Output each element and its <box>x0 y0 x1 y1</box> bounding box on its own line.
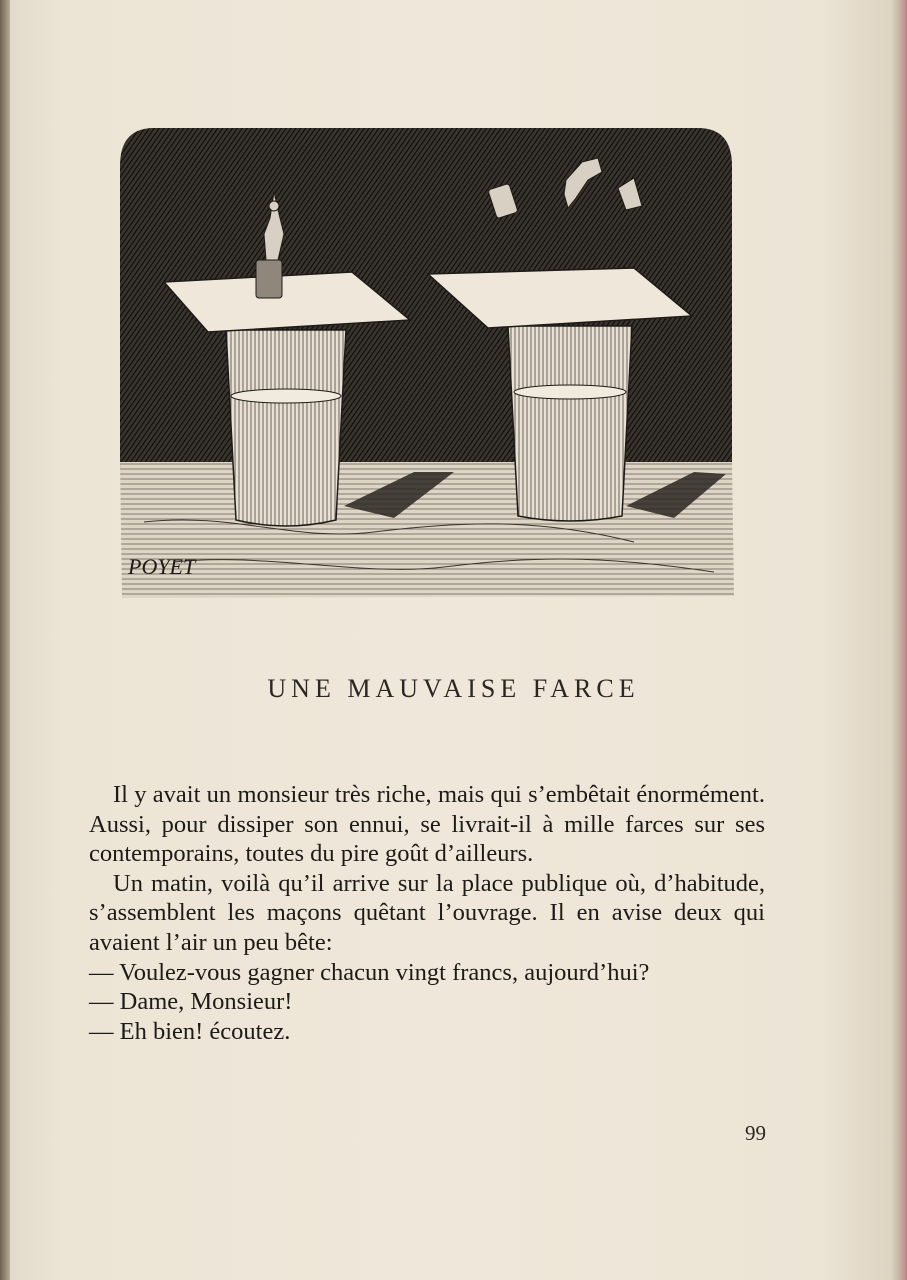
artist-signature: POYET <box>128 554 196 579</box>
engraving-illustration <box>114 122 738 606</box>
right-glass <box>508 326 632 521</box>
body-text <box>89 780 765 1046</box>
dialogue-line-1: — Voulez-vous gagner chacun vingt francs, aujourd’hui? <box>89 958 650 986</box>
dialogue-line-2: — Dame, Monsieur! <box>89 988 293 1016</box>
page-number: 99 <box>745 1121 766 1145</box>
left-glass <box>226 330 346 526</box>
paragraph-1: Il y avait un monsieur très riche, mais qui s’embêtait énormément. Aussi, pour dissiper son ennui, se livrait-il à mille farces sur ses contemporains, toutes du pire goût d’ailleurs. <box>89 781 765 868</box>
page-edge <box>892 0 907 1280</box>
book-gutter <box>0 0 10 1280</box>
dialogue-line-3: — Eh bien! écoutez. <box>89 1017 291 1045</box>
chapter-title: UNE MAUVAISE FARCE <box>267 674 640 703</box>
paragraph-2: Un matin, voilà qu’il arrive sur la place publique où, d’habitude, s’assemblent les maçons quêtant l’ouvrage. Il en avise deux qui avaient l’air un peu bête: <box>89 869 765 956</box>
